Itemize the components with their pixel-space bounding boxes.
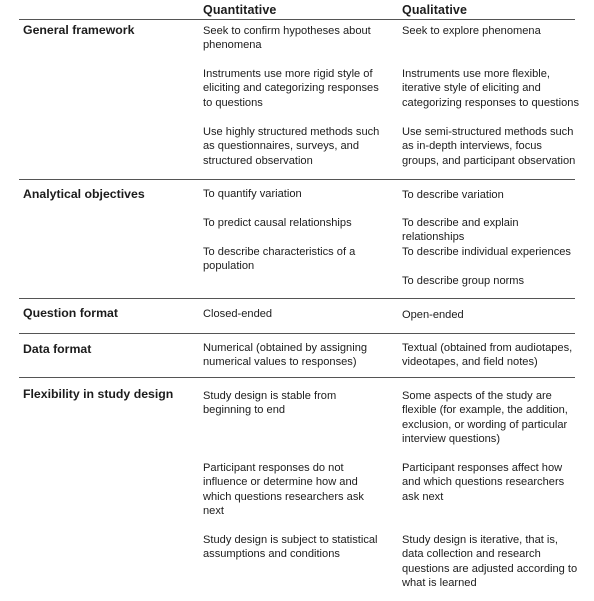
category-analytical-objectives: Analytical objectives: [23, 187, 145, 201]
header-rule: [19, 19, 575, 20]
cell-flex-qual-2: Participant responses affect how and which questions researchers ask next: [402, 462, 565, 503]
category-flexibility: Flexibility in study design: [23, 387, 174, 401]
cell-data-qual: Textual (obtained from audiotapes, videotapes, and field notes): [402, 342, 573, 369]
cell-analytical-quant-1: To quantify variation: [203, 188, 302, 200]
cell-flex-quant-1: Study design is stable from beginning to end: [203, 390, 337, 417]
cell-flex-qual-3: Study design is iterative, that is, data collection and research questions are adjusted according to what is learned: [402, 534, 578, 590]
column-header-qualitative: Qualitative: [402, 3, 468, 17]
cell-analytical-qual-3: To describe individual experiences: [402, 246, 571, 258]
cell-flex-quant-2: Participant responses do not influence or determine how and which questions researchers ask next: [203, 462, 364, 518]
cell-general-quant-1: Seek to confirm hypotheses about phenomena: [203, 25, 371, 52]
cell-general-qual-3: Use semi-structured methods such as in-depth interviews, focus groups, and participant observation: [402, 126, 576, 167]
cell-analytical-qual-2: To describe and explain relationships: [402, 217, 519, 244]
cell-question-qual: Open-ended: [402, 309, 464, 321]
cell-analytical-qual-1: To describe variation: [402, 189, 504, 201]
cell-flex-qual-1: Some aspects of the study are flexible (for example, the addition, exclusion, or wording of particular interview questions): [402, 390, 568, 446]
cell-flex-quant-3: Study design is subject to statistical assumptions and conditions: [203, 534, 378, 561]
row-divider: [19, 333, 575, 334]
cell-analytical-quant-2: To predict causal relationships: [203, 217, 352, 229]
row-divider: [19, 298, 575, 299]
row-divider: [19, 377, 575, 378]
row-divider: [19, 179, 575, 180]
cell-general-quant-2: Instruments use more rigid style of eliciting and categorizing responses to questions: [203, 68, 379, 109]
cell-general-qual-1: Seek to explore phenomena: [402, 25, 541, 37]
category-general-framework: General framework: [23, 23, 135, 37]
column-header-quantitative: Quantitative: [203, 3, 277, 17]
cell-question-quant: Closed-ended: [203, 308, 273, 320]
cell-analytical-qual-4: To describe group norms: [402, 275, 525, 287]
cell-general-qual-2: Instruments use more flexible, iterative style of eliciting and categorizing responses to questions: [402, 68, 579, 109]
cell-data-quant: Numerical (obtained by assigning numerical values to responses): [203, 342, 368, 369]
category-data-format: Data format: [23, 342, 92, 356]
cell-general-quant-3: Use highly structured methods such as questionnaires, surveys, and structured observation: [203, 126, 380, 167]
category-question-format: Question format: [23, 306, 118, 320]
cell-analytical-quant-3: To describe characteristics of a population: [203, 246, 356, 273]
